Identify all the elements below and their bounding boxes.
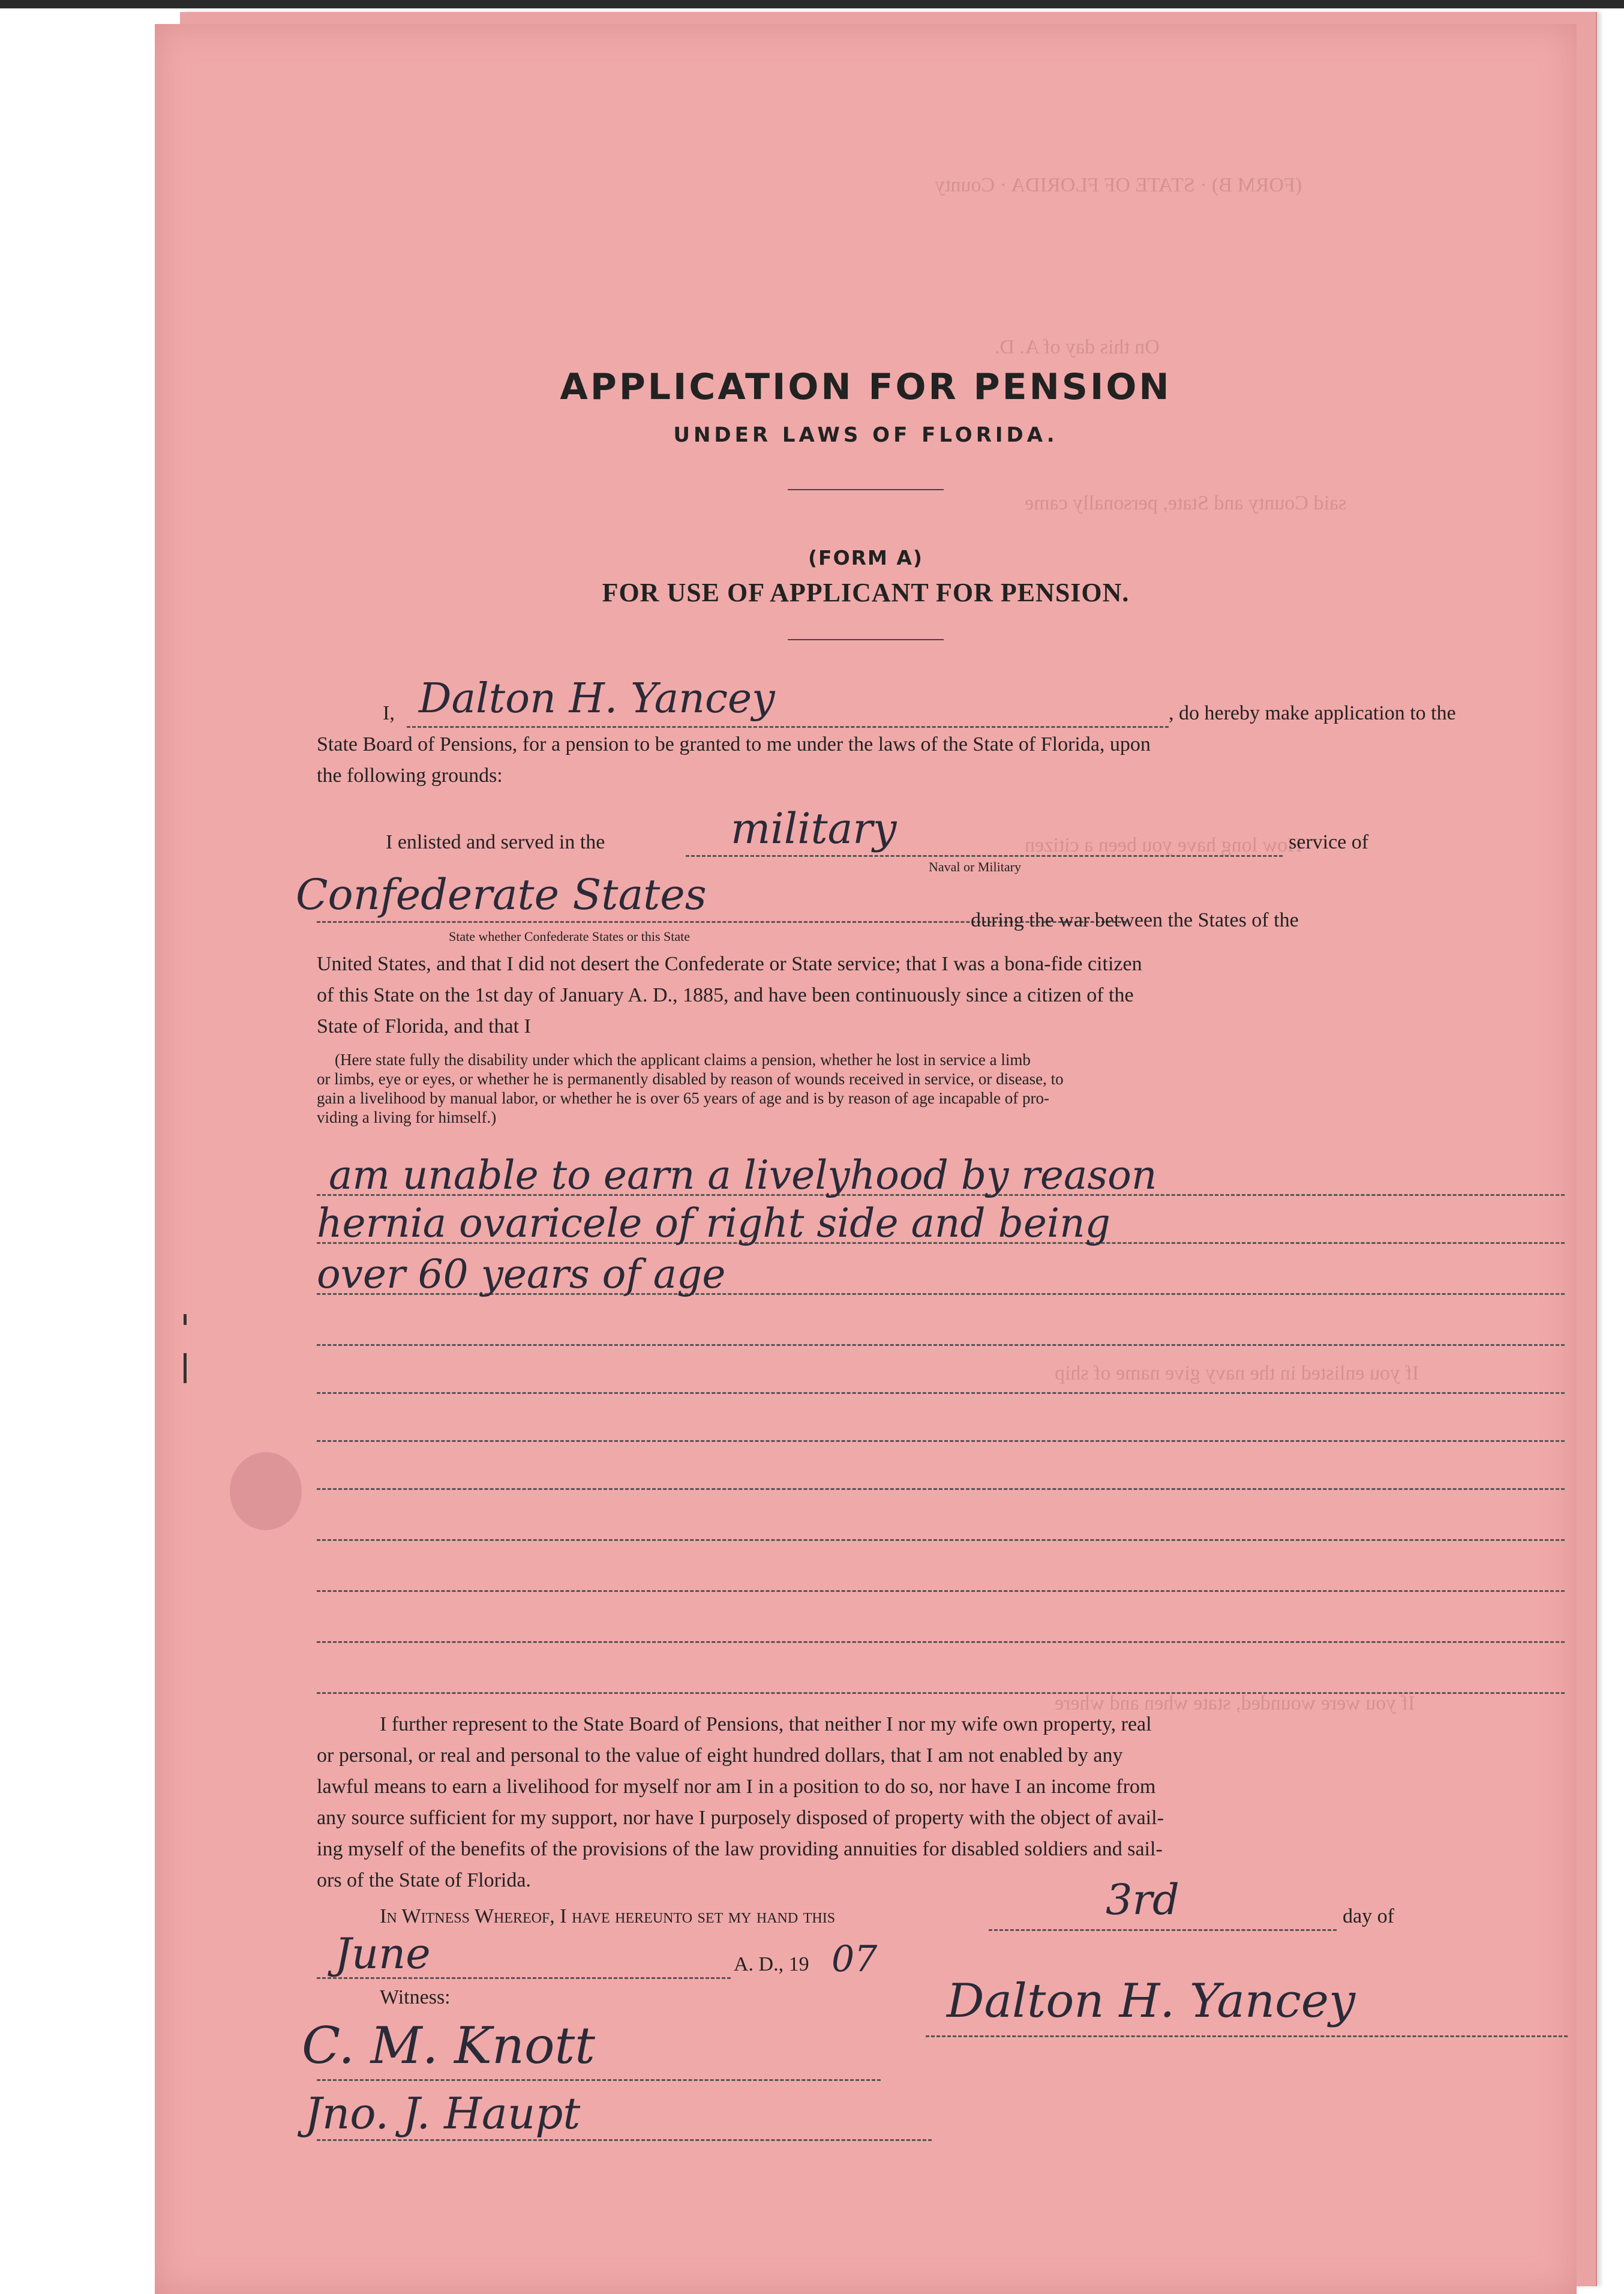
signature-line [926,2035,1568,2037]
instruction-line-2: or limbs, eye or eyes, or whether he is permanently disabled by reason of wounds received in service, or disease, to [317,1070,1064,1088]
show-through-text: How long have you been a citizen [1025,834,1302,856]
show-through-text: On this day of A. D. [995,336,1160,358]
service-state-handwritten: Confederate States [296,870,707,919]
blank-line [317,1590,1565,1592]
margin-mark [184,1353,187,1383]
declaration-line-3: lawful means to earn a livelihood for myself nor am I in a position to do so, nor have I an income from [317,1776,1156,1798]
body-line-1: United States, and that I did not desert the Confederate or State service; that I was a bona-fide citizen [317,953,1142,975]
witness-1-line [317,2079,881,2081]
applicant-name-line [407,726,1169,728]
form-use-heading: FOR USE OF APPLICANT FOR PENSION. [602,578,1130,607]
blank-line [317,1692,1565,1694]
show-through-text: (FORM B) · STATE OF FLORIDA · County [935,174,1302,196]
show-through-text: If you were wounded, state when and where [1055,1692,1415,1714]
blank-line [317,1539,1565,1541]
month-handwritten: June [335,1929,431,1978]
witness-clause: In Witness Whereof, I have hereunto set my hand this [380,1905,836,1927]
disability-text-3: over 60 years of age [317,1251,726,1297]
applicant-line-2: State Board of Pensions, for a pension to be granted to me under the laws of the State of Florida, upon [317,733,1151,755]
witness-1-signature: C. M. Knott [302,2016,596,2075]
declaration-line-1: I further represent to the State Board of Pensions, that neither I nor my wife own property, real [380,1713,1152,1735]
body-line-3: State of Florida, and that I [317,1015,531,1037]
disability-text-1: am unable to earn a livelyhood by reason [329,1152,1157,1198]
blank-line [317,1440,1565,1442]
applicant-prefix: I, [383,702,395,724]
applicant-signature: Dalton H. Yancey [947,1974,1356,2028]
blank-line [317,1392,1565,1394]
heading-divider [788,639,944,640]
blank-line [317,1344,1565,1346]
title-divider [788,489,944,490]
service-suffix: service of [1289,831,1369,853]
instruction-line-3: gain a livelihood by manual labor, or whether he is over 65 years of age and is by reason of age incapable of pro- [317,1089,1049,1107]
form-title: APPLICATION FOR PENSION [560,366,1172,408]
witness-2-signature: Jno. J. Haupt [305,2088,581,2139]
pension-form-page [155,24,1577,2294]
day-handwritten: 3rd [1106,1875,1179,1924]
service-type-line [686,855,1283,857]
applicant-name-handwritten: Dalton H. Yancey [419,675,775,722]
show-through-text: If you enlisted in the navy give name of ship [1055,1362,1419,1384]
disability-text-2: hernia ovaricele of right side and being [317,1200,1110,1246]
year-prefix: A. D., 19 [734,1953,809,1975]
form-label: (FORM A) [808,546,924,569]
service-type-handwritten: military [731,804,897,853]
blank-line [317,1641,1565,1643]
blank-line [317,1488,1565,1490]
instruction-line-4: viding a living for himself.) [317,1108,497,1126]
year-handwritten: 07 [831,1938,878,1980]
service-state-suffix: during the war between the States of the [971,909,1299,931]
service-state-caption: State whether Confederate States or this State [449,929,690,944]
declaration-line-4: any source sufficient for my support, nor have I purposely disposed of property with the object of avail- [317,1807,1164,1829]
applicant-line-3: the following grounds: [317,764,503,787]
witness-label: Witness: [380,1986,451,2008]
service-prefix: I enlisted and served in the [386,831,605,853]
witness-2-line [317,2139,932,2141]
service-type-caption: Naval or Military [929,859,1021,874]
ink-smudge [230,1452,302,1530]
declaration-line-6: ors of the State of Florida. [317,1869,531,1891]
margin-mark [184,1314,187,1325]
scan-edge-top [0,0,1624,8]
show-through-text: said County and State, personally came [1025,492,1347,514]
form-subtitle: UNDER LAWS OF FLORIDA. [673,423,1058,447]
day-suffix: day of [1343,1905,1394,1927]
instruction-line-1: (Here state fully the disability under which the applicant claims a pension, whether he lost in service a limb [335,1051,1031,1069]
declaration-line-5: ing myself of the benefits of the provisions of the law providing annuities for disabled soldiers and sail- [317,1838,1163,1860]
applicant-suffix: , do hereby make application to the [1169,702,1456,724]
body-line-2: of this State on the 1st day of January A. D., 1885, and have been continuously since a citizen of the [317,984,1134,1006]
day-line [989,1929,1337,1931]
declaration-line-2: or personal, or real and personal to the value of eight hundred dollars, that I am not enabled by any [317,1744,1123,1767]
